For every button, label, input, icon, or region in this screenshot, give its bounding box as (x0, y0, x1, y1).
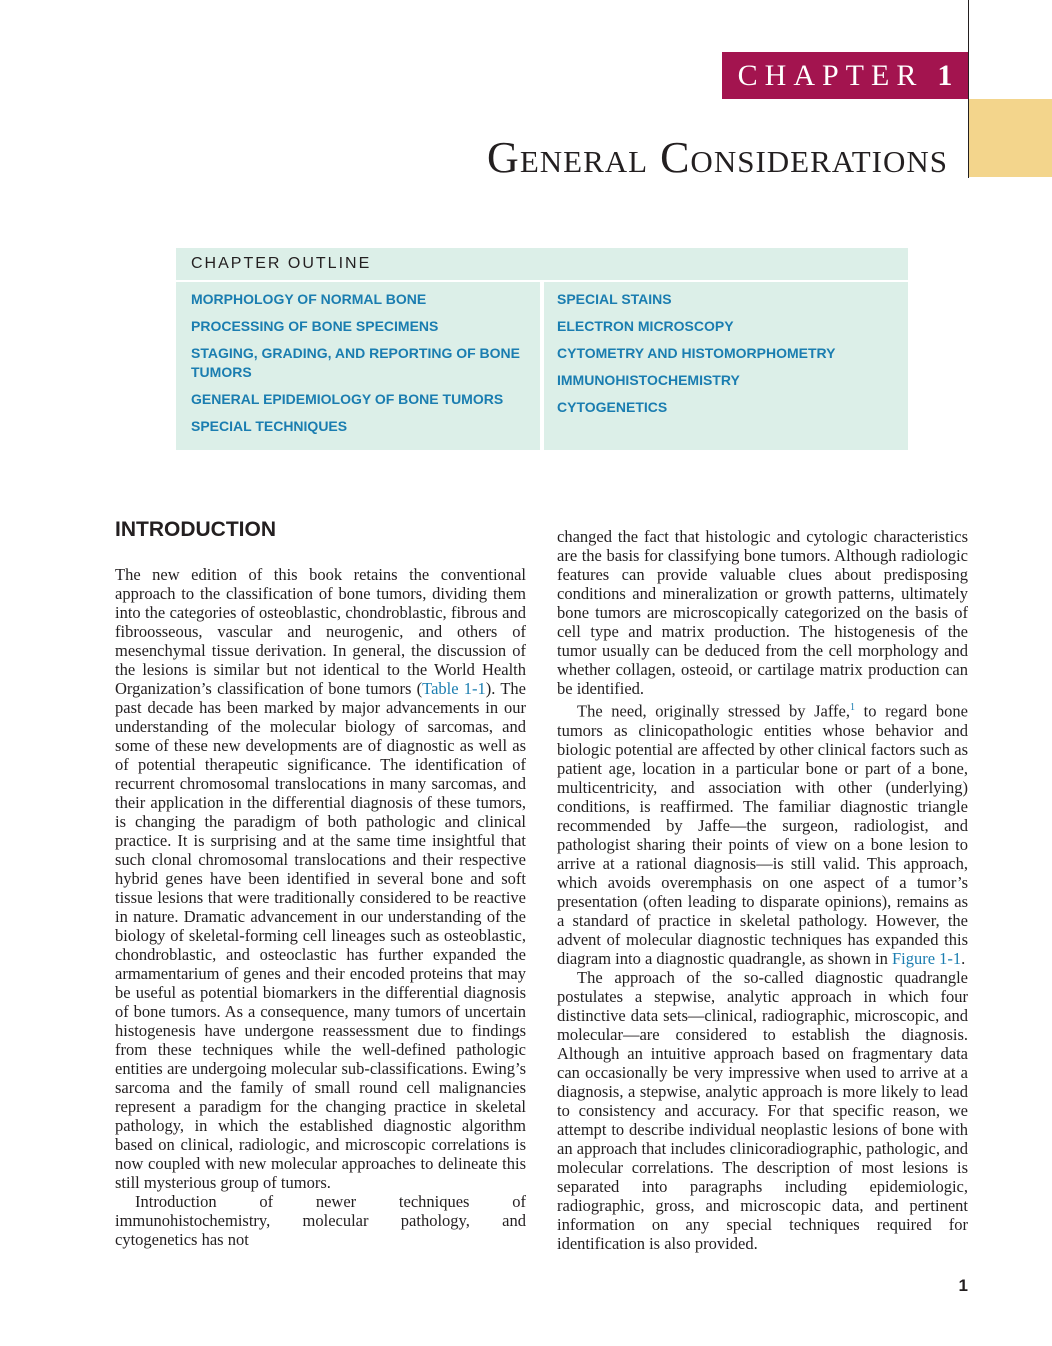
paragraph-4: The approach of the so-called diagnostic quadrangle postulates a stepwise, analytic approach in which four distinctive data sets—clinical, radiographic, microscopic, and molecular—are considered to establish the diagnosis. Although an intuitive approach based on fragmentary data can occasionally be very impressive when used to arrive at a diagnosis, a stepwise, analytic approach is more likely to lead to consistency and accuracy. For that specific reason, we attempt to describe individual neoplastic lesions of bone with an approach that includes clinicoradiographic, pathologic, and molecular correlations. The description of most lesions is separated into paragraphs including epidemiologic, radiographic, gross, and microscopic data, and pertinent information on any special techniques required for identification is also provided. (557, 967, 968, 1253)
outline-item[interactable]: PROCESSING OF BONE SPECIMENS (191, 318, 439, 334)
text-column-right (557, 527, 968, 1253)
paragraph-text: The new edition of this book retains the conventional approach to the classification of bone tumors, dividing them into the categories of osteoblastic, chondroblastic, fibrous and fibroosseous, vascular and neurogenic, and others of mesenchymal tissue derivation. In general, the discussion of the lesions is similar but not identical to the World Health Organization’s classification of bone tumors ( (115, 565, 526, 698)
paragraph-2-start: Introduction of newer techniques of immunohistochemistry, molecular pathology, and cytogenetics has not (115, 1192, 526, 1249)
chapter-number: 1 (937, 58, 953, 92)
outline-left-column (191, 290, 531, 444)
chapter-label-box (722, 52, 968, 99)
chapter-title: General Considerations (487, 133, 948, 182)
paragraph-2-continued: changed the fact that histologic and cytologic characteristics are the basis for classifying bone tumors. Although radiologic features can provide valuable clues about predisposing conditions and mineralization or growth patterns, ultimately bone tumors are microscopically categorized on the basis of cell type and matrix production. The histogenesis of the tumor usually can be deduced from the cell morphology and whether collagen, osteoid, or cartilage matrix production can be identified. (557, 527, 968, 698)
outline-item[interactable]: CYTOMETRY AND HISTOMORPHOMETRY (557, 345, 836, 361)
outline-right-column (557, 290, 897, 425)
figure-reference-link[interactable]: Figure 1-1 (891, 948, 962, 968)
outline-item[interactable]: SPECIAL TECHNIQUES (191, 418, 348, 434)
section-heading: INTRODUCTION (115, 518, 276, 541)
outline-item[interactable]: MORPHOLOGY OF NORMAL BONE (191, 291, 427, 307)
text-column-left (115, 565, 526, 1249)
outline-header (176, 248, 908, 282)
outline-item[interactable]: IMMUNOHISTOCHEMISTRY (557, 372, 740, 388)
chapter-label: CHAPTER (737, 58, 924, 92)
paragraph-1 (115, 565, 526, 1192)
paragraph-text: ). The past decade has been marked by major advancements in our understanding of the molecular biology of sarcomas, and some of these new developments are of diagnostic as well as of potential therapeutic significance. The identification of recurrent chromosomal translocations in many sarcomas, and their application in the differential diagnosis of these tumors, is changing the paradigm of both pathologic and clinical practice. It is surprising and at the same time insightful that such clonal chromosomal translocations and their respective hybrid genes have been identified in several bone and soft tissue lesions that were traditionally considered to be reactive in nature. Dramatic advancement in our understanding of the biology of skeletal-forming cell lineages such as osteoblastic, chondroblastic, and osteoclastic has further expanded the armamentarium of genes and their encoded proteins that may be useful as potential biomarkers in the differential diagnosis of bone tumors. As a consequence, many tumors of uncertain histogenesis have undergone reassessment due to findings from these techniques while the well-defined pathologic entities are undergoing molecular sub-classifications. Ewing’s sarcoma and the family of small round cell malignancies represent a paradigm for the changing practice in skeletal pathology, in which the established diagnostic algorithm based on clinical, radiologic, and microscopic correlations is now coupled with new molecular approaches to delineate this still mysterious group of tumors. (115, 679, 526, 1192)
chapter-tab-decoration (969, 99, 1052, 177)
paragraph-text: to regard bone tumors as clinicopathologic entities whose behavior and biologic potential are affected by other clinical factors such as patient age, location in a particular bone or part of a bone, multicentricity, and association with other (underlying) conditions, is reaffirmed. The familiar diagnostic triangle recommended by Jaffe—the surgeon, radiologist, and pathologist sharing their points of view on a bone lesion to arrive at a rational diagnosis—is still valid. This approach, which avoids overemphasis on one aspect of a tumor’s presentation (often leading to disparate opinions), remains as a standard of practice in skeletal pathology. However, the advent of molecular diagnostic techniques has expanded this diagram into a diagnostic quadrangle, as shown in (557, 701, 968, 968)
outline-heading: CHAPTER OUTLINE (191, 255, 372, 272)
outline-item[interactable]: CYTOGENETICS (557, 399, 668, 415)
page-number: 1 (958, 1276, 968, 1295)
outline-item[interactable]: SPECIAL STAINS (557, 291, 672, 307)
paragraph-text: . (961, 948, 966, 968)
paragraph-3 (557, 698, 968, 968)
outline-item[interactable]: STAGING, GRADING, AND REPORTING OF BONE TUMORS (191, 345, 521, 380)
outline-item[interactable]: GENERAL EPIDEMIOLOGY OF BONE TUMORS (191, 391, 504, 407)
paragraph-text: The need, originally stressed by Jaffe, (577, 701, 850, 721)
citation-reference[interactable]: 1 (849, 702, 855, 713)
chapter-outline-box (176, 248, 908, 450)
outline-divider (540, 282, 544, 450)
table-reference-link[interactable]: Table 1-1 (422, 679, 486, 698)
outline-item[interactable]: ELECTRON MICROSCOPY (557, 318, 734, 334)
